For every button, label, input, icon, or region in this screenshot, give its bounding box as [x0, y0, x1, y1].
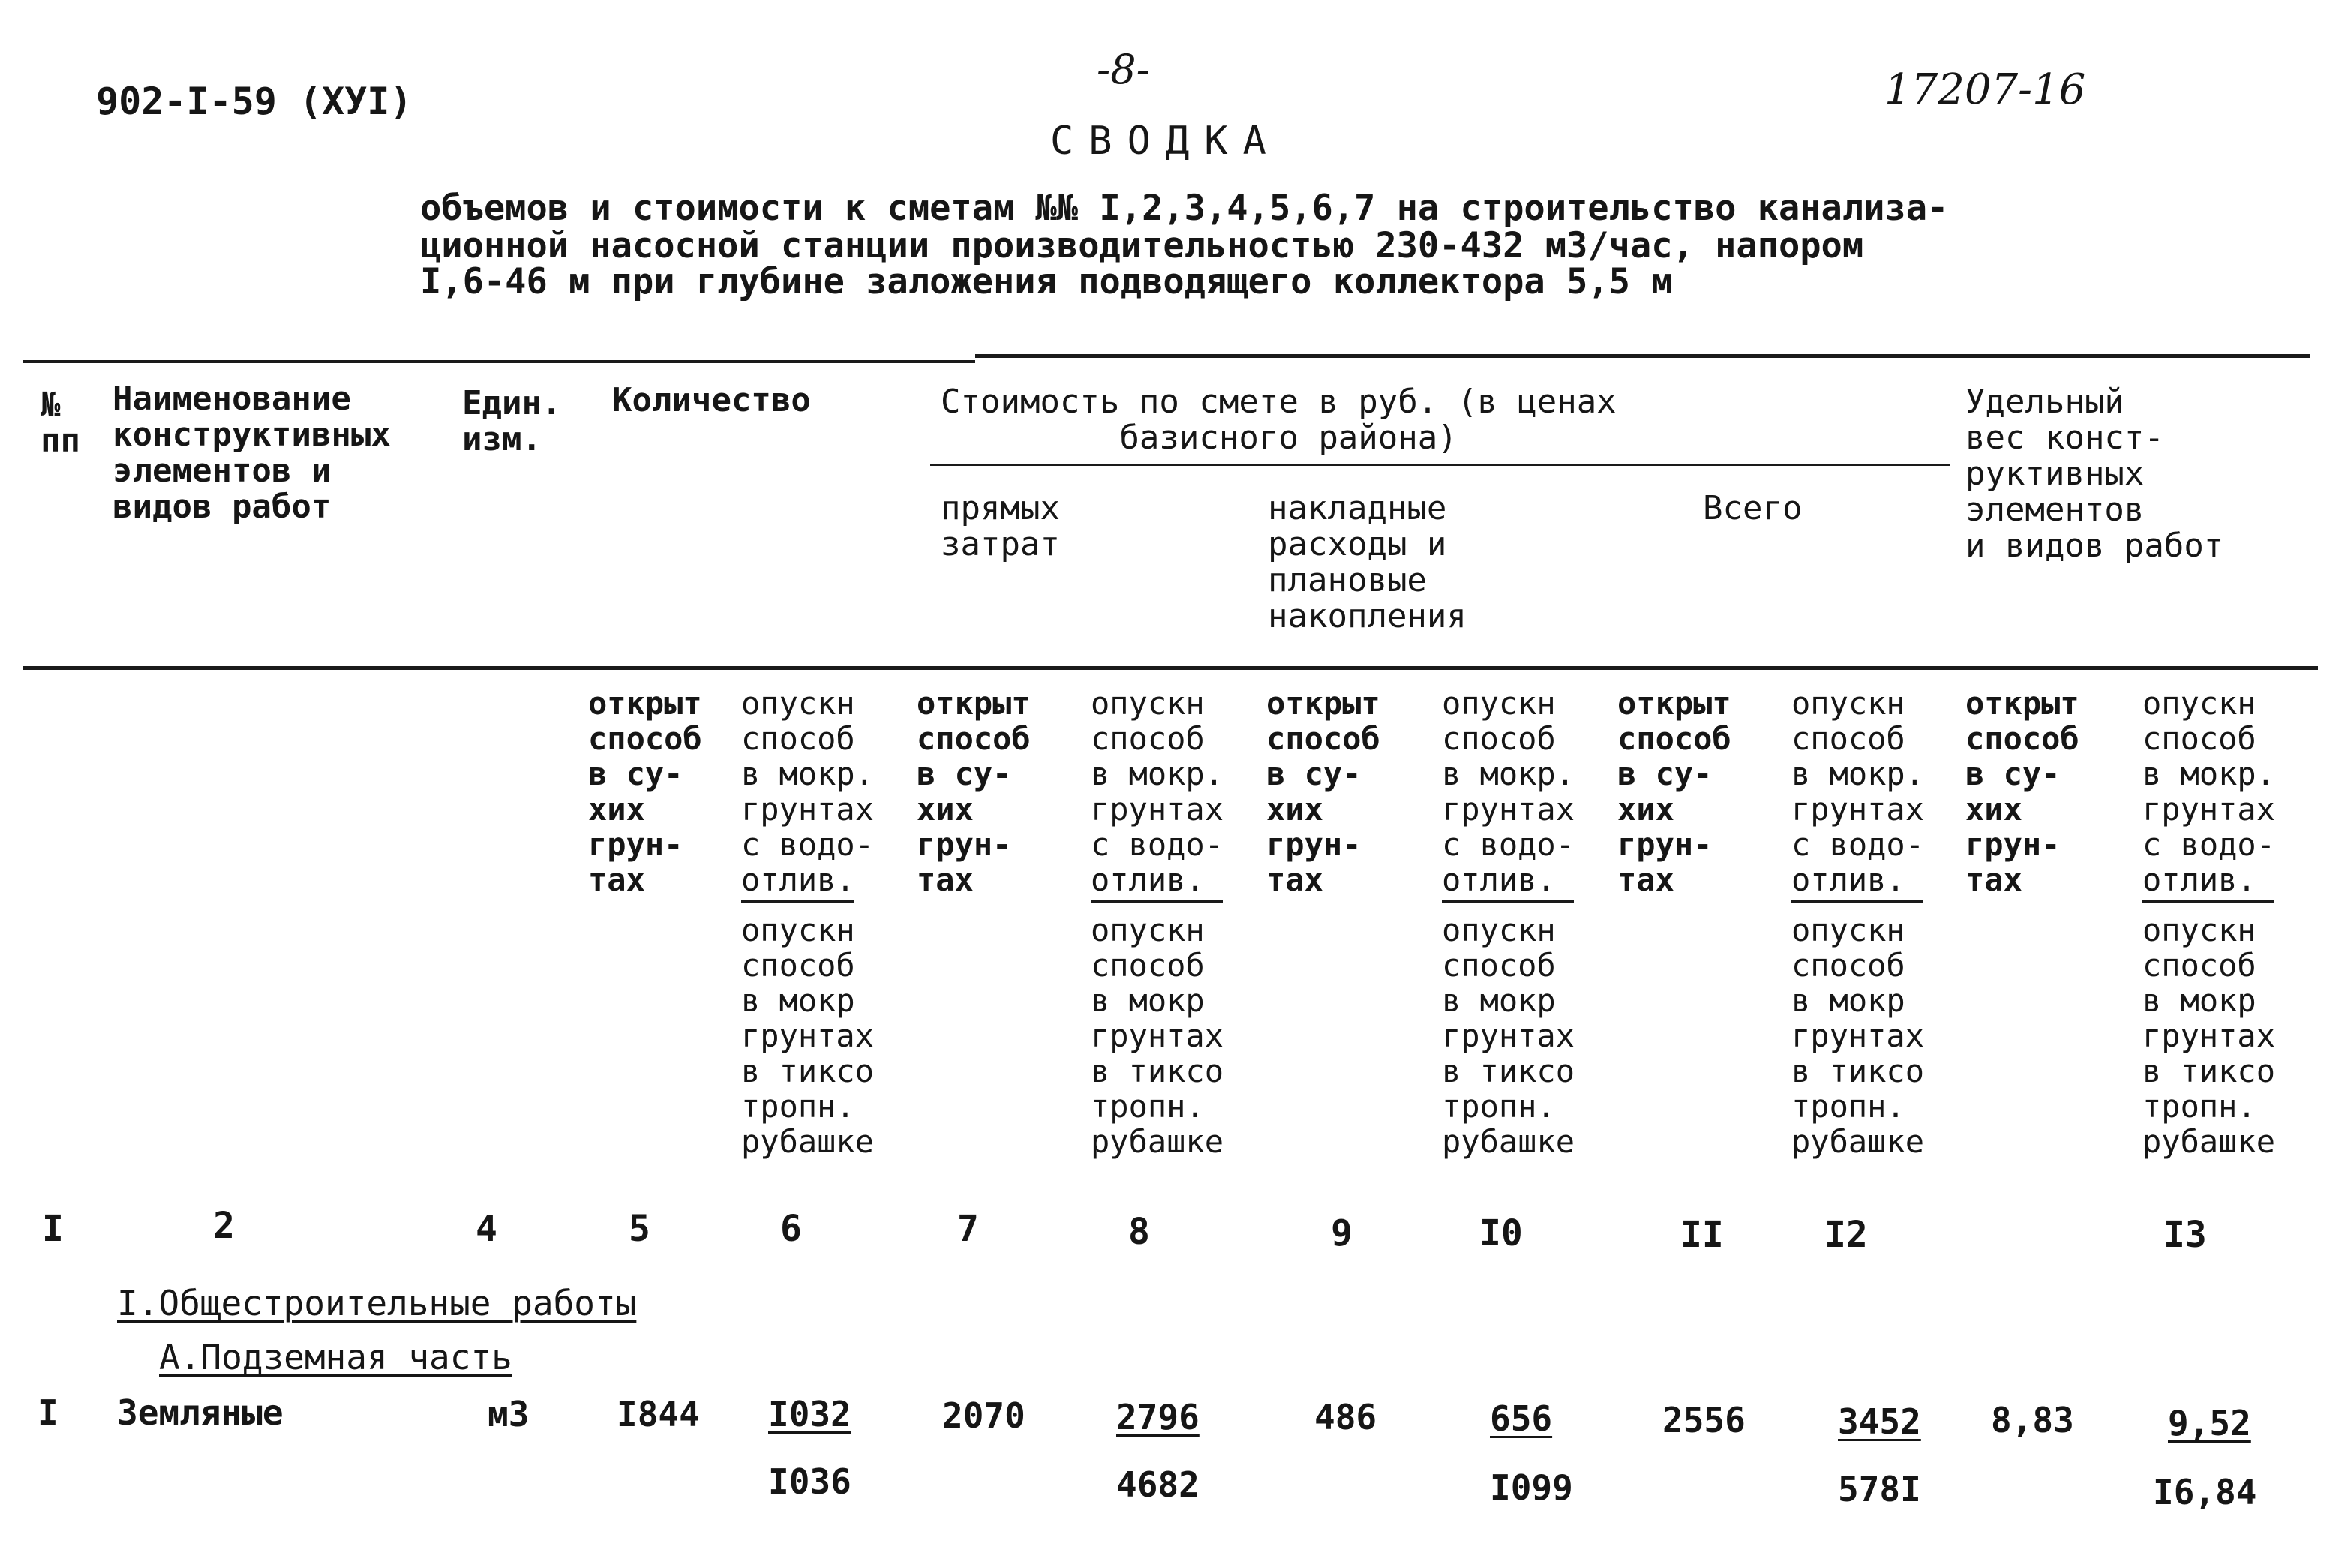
subsection-heading: А.Подземная часть — [159, 1337, 512, 1377]
col-number: 5 — [629, 1208, 650, 1250]
col-number: 6 — [780, 1208, 802, 1250]
overhead-open: 486 — [1314, 1397, 1377, 1437]
cost-subheader-rule — [930, 464, 1950, 466]
header-name: Наименование конструктивных элементов и видов работ — [113, 380, 391, 526]
row-no: I — [38, 1392, 59, 1433]
col-number: I3 — [2163, 1214, 2207, 1256]
method-open-overhead: открыт способ в су- хих грун- тах — [1266, 685, 1380, 898]
share-thixo: I6,84 — [2153, 1472, 2257, 1512]
direct-wet: 2796 — [1116, 1397, 1200, 1437]
qty-wet: I032 — [768, 1394, 851, 1434]
header-cost: Стоимость по смете в руб. (в ценах базисного района) — [941, 383, 1617, 457]
qty-open: I844 — [617, 1394, 700, 1434]
doc-code: 902-I-59 (XУI) — [96, 80, 413, 123]
method-open-share: открыт способ в су- хих грун- тах — [1965, 685, 2079, 898]
doc-number: 17207-16 — [1884, 65, 2086, 114]
method-open-total: открыт способ в су- хих грун- тах — [1617, 685, 1731, 898]
method-thixo-direct: опускн способ в мокр грунтах в тиксо тропн. рубашке — [1091, 912, 1224, 1160]
method-wet-qty: опускн способ в мокр. грунтах с водо- отлив. — [741, 685, 875, 898]
page-number: -8- — [1097, 46, 1150, 93]
method-divider-qty — [741, 900, 854, 903]
row-name: Земляные — [117, 1392, 284, 1433]
qty-thixo: I036 — [768, 1461, 851, 1502]
header-share: Удельный вес конст- руктивных элементов и видов работ — [1965, 383, 2224, 565]
method-divider-direct — [1091, 900, 1223, 903]
header-total: Всего — [1703, 489, 1803, 527]
subtitle-line-3: I,6-46 м при глубине заложения подводящего коллектора 5,5 м — [420, 261, 1673, 302]
col-number: 2 — [213, 1205, 235, 1247]
direct-open: 2070 — [942, 1395, 1025, 1436]
col-number: I0 — [1479, 1212, 1523, 1254]
direct-thixo: 4682 — [1116, 1464, 1200, 1505]
section-heading: I.Общестроительные работы — [117, 1283, 637, 1323]
method-divider-share — [2142, 900, 2274, 903]
method-wet-direct: опускн способ в мокр. грунтах с водо- отлив. — [1091, 685, 1224, 898]
method-open-qty: открыт способ в су- хих грун- тах — [588, 685, 702, 898]
header-overhead: накладные расходы и плановые накопления — [1268, 489, 1467, 635]
method-divider-total — [1791, 900, 1923, 903]
method-divider-overhead — [1442, 900, 1574, 903]
table-header-bottom-rule — [23, 666, 2318, 670]
method-open-direct: открыт способ в су- хих грун- тах — [917, 685, 1031, 898]
total-wet: 3452 — [1838, 1401, 1921, 1442]
total-thixo: 578I — [1838, 1469, 1921, 1509]
method-wet-overhead: опускн способ в мокр. грунтах с водо- отлив. — [1442, 685, 1575, 898]
col-number: II — [1680, 1214, 1724, 1256]
col-number: I2 — [1824, 1214, 1868, 1256]
method-wet-total: опускн способ в мокр. грунтах с водо- отлив. — [1791, 685, 1925, 898]
share-open: 8,83 — [1991, 1400, 2074, 1440]
method-thixo-total: опускн способ в мокр грунтах в тиксо тропн. рубашке — [1791, 912, 1925, 1160]
row-unit: м3 — [488, 1394, 530, 1434]
col-number: 7 — [957, 1208, 979, 1250]
overhead-thixo: I099 — [1490, 1467, 1573, 1508]
table-top-rule — [23, 360, 975, 363]
method-thixo-share: опускн способ в мокр грунтах в тиксо тропн. рубашке — [2142, 912, 2276, 1160]
header-unit: Един. изм. — [462, 384, 562, 458]
share-wet: 9,52 — [2168, 1403, 2251, 1443]
col-number: 8 — [1128, 1211, 1150, 1253]
total-open: 2556 — [1662, 1400, 1746, 1440]
header-quantity: Количество — [612, 381, 811, 419]
col-number: 4 — [476, 1208, 497, 1250]
method-wet-share: опускн способ в мокр. грунтах с водо- отлив. — [2142, 685, 2276, 898]
subtitle-line-1: объемов и стоимости к сметам №№ I,2,3,4,5,6,7 на строительство канализа- — [420, 188, 1949, 229]
subtitle-line-2: ционной насосной станции производительностью 230-432 м3/час, напором — [420, 225, 1864, 266]
col-number: I — [42, 1208, 64, 1250]
header-no: № пп — [41, 386, 80, 460]
col-number: 9 — [1331, 1212, 1353, 1254]
table-top-rule-right — [975, 354, 2310, 358]
doc-title: СВОДКА — [1050, 119, 1281, 164]
header-direct-costs: прямых затрат — [941, 489, 1060, 563]
overhead-wet: 656 — [1490, 1398, 1553, 1439]
method-thixo-overhead: опускн способ в мокр грунтах в тиксо тропн. рубашке — [1442, 912, 1575, 1160]
method-thixo-qty: опускн способ в мокр грунтах в тиксо тропн. рубашке — [741, 912, 875, 1160]
